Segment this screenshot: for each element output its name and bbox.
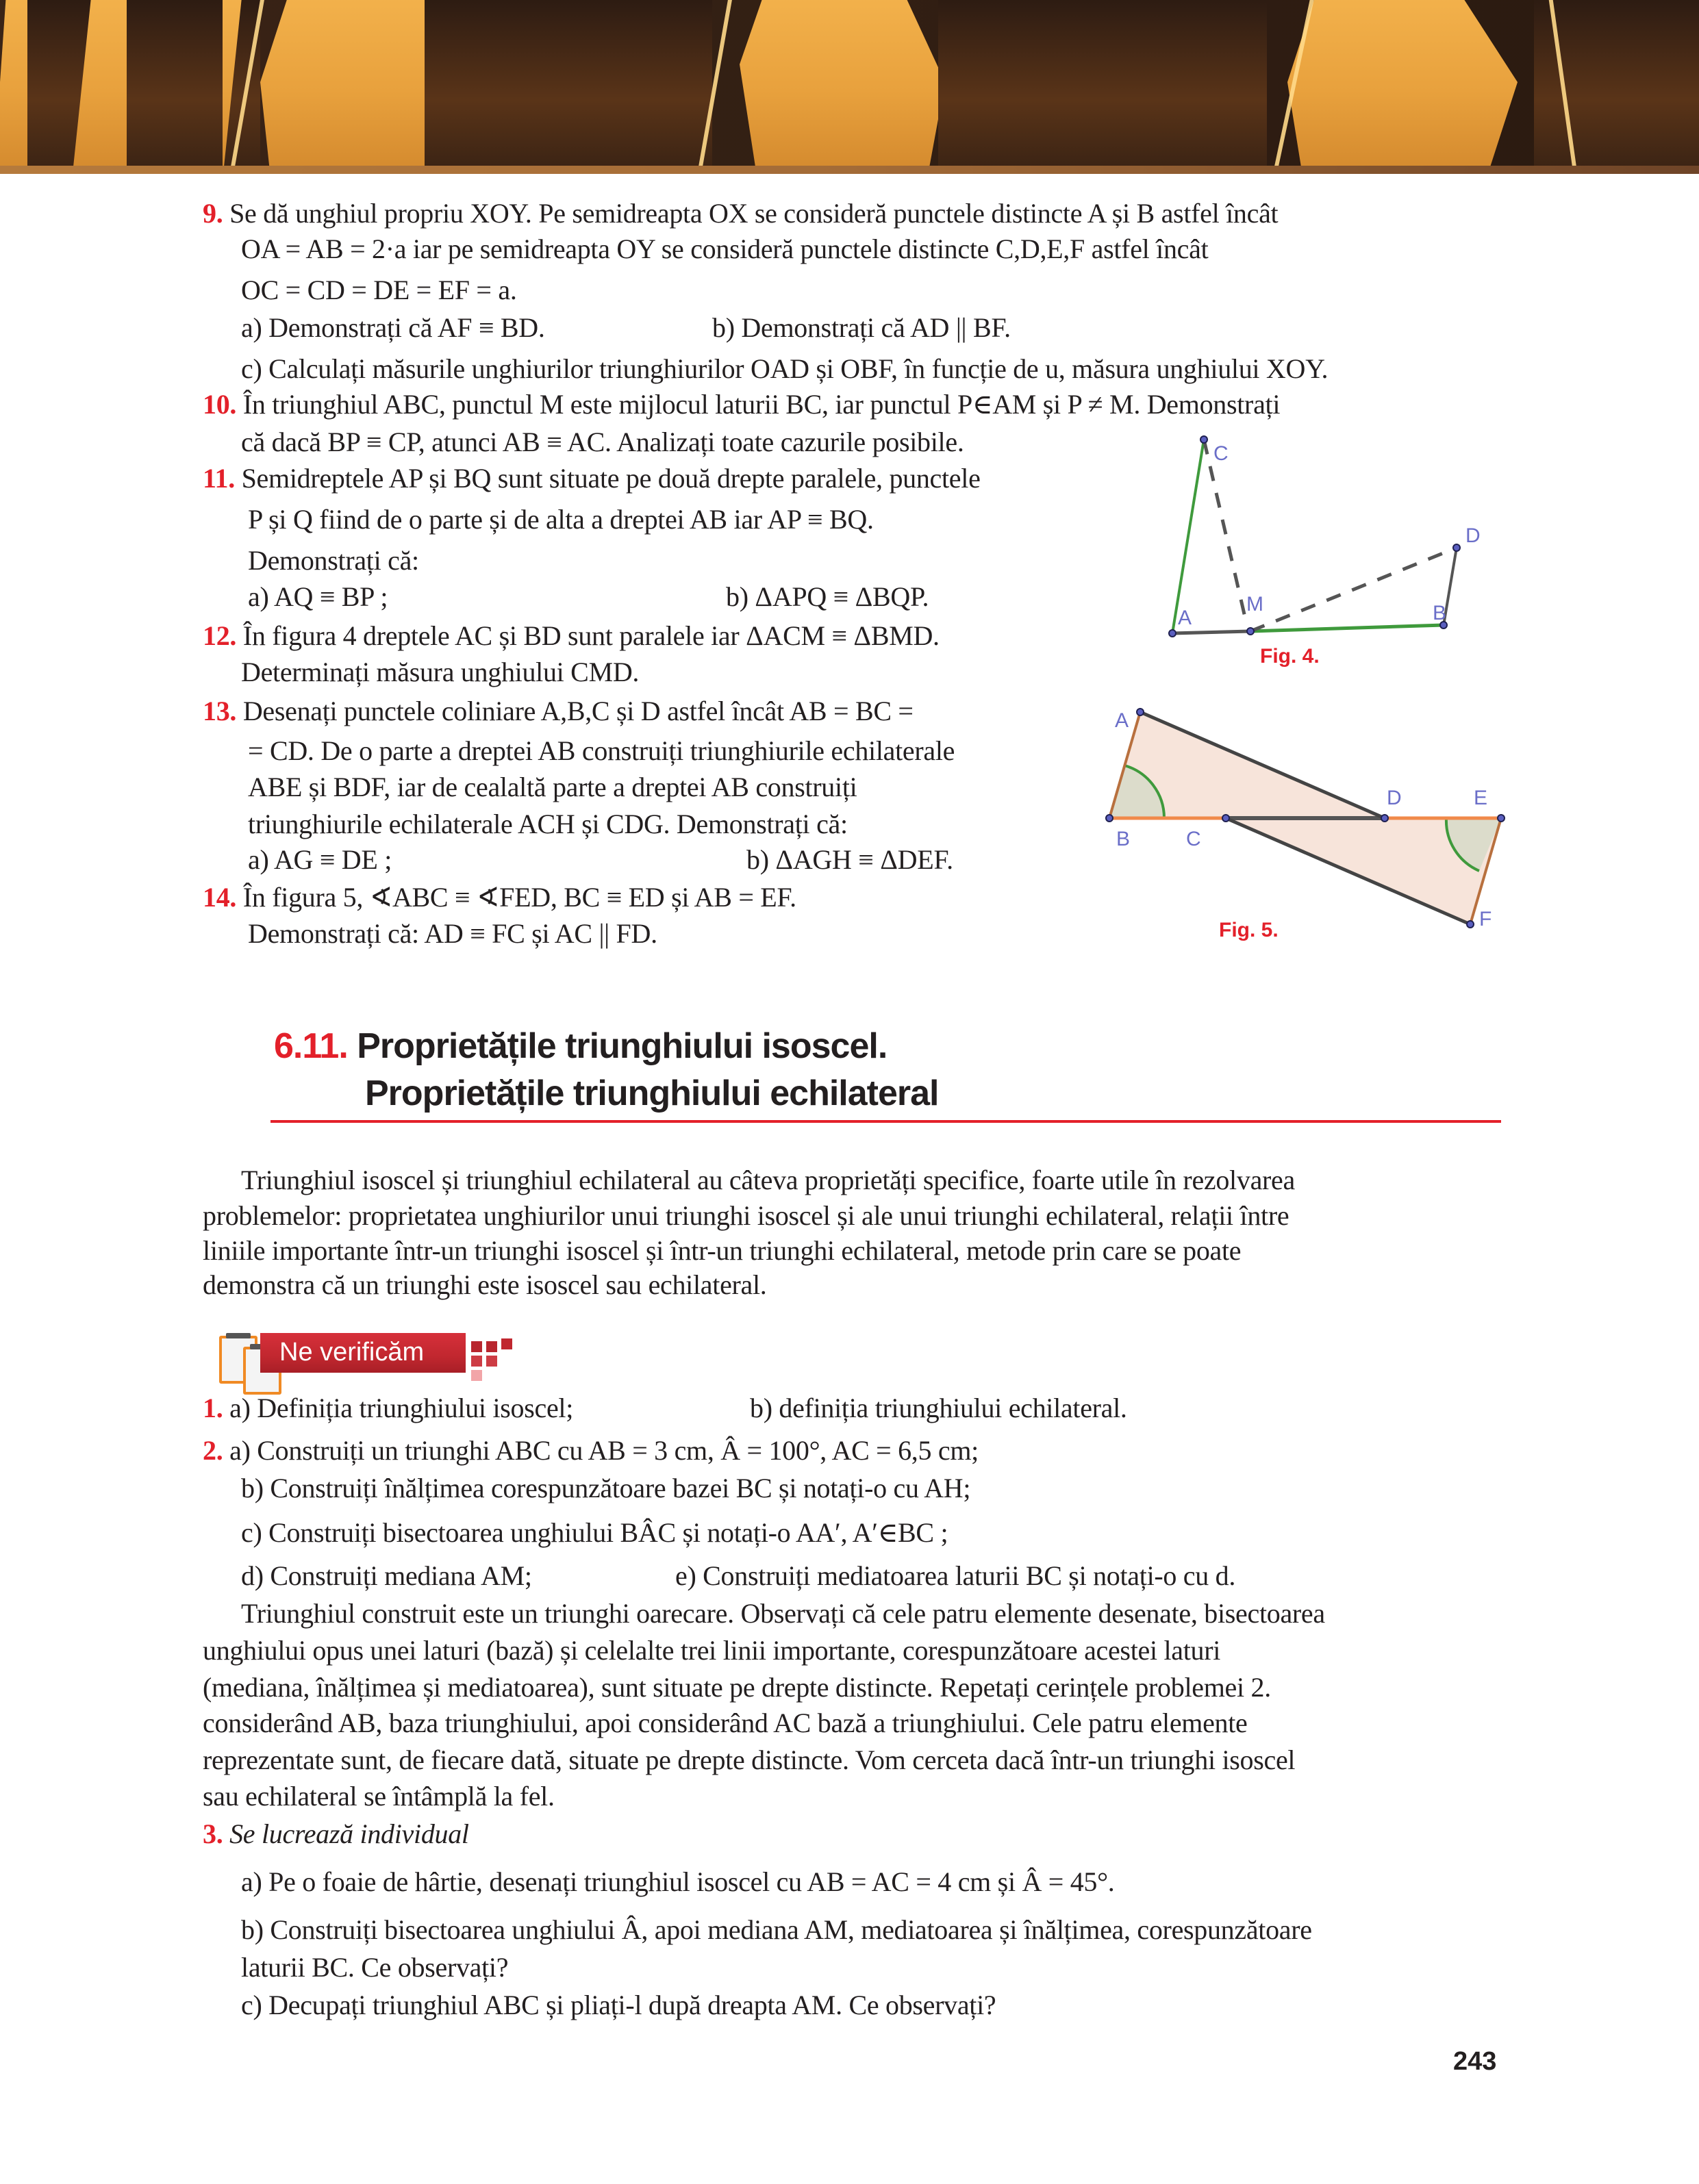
- point-label-a: A: [1178, 607, 1192, 629]
- decor-square: [501, 1338, 512, 1349]
- paragraph-line: reprezentate sunt, de fiecare dată, situate pe drepte distincte. Vom cerceta dacă într-un triunghi isoscel: [203, 1744, 1296, 1775]
- problem-text: În figura 4 dreptele AC și BD sunt paralele iar ΔACM ≡ ΔBMD.: [242, 620, 940, 651]
- problem-number: 13.: [203, 696, 237, 726]
- figure-4-caption: Fig. 4.: [1260, 645, 1320, 668]
- problem-text: Desenați punctele coliniare A,B,C și D astfel încât AB = BC =: [242, 696, 914, 726]
- problem-part-c: c) Calculați măsurile unghiurilor triunghiurilor OAD și OBF, în funcție de u, măsura unghiului XOY.: [241, 353, 1329, 384]
- problem-text: = CD. De o parte a dreptei AB construiți triunghiurile echilaterale: [248, 735, 955, 766]
- paragraph-line: considerând AB, baza triunghiului, apoi considerând AC bază a triunghiului. Cele patru elemente: [203, 1707, 1248, 1738]
- problem-number: 10.: [203, 389, 237, 420]
- problem-text: că dacă BP ≡ CP, atunci AB ≡ AC. Analizați toate cazurile posibile.: [241, 427, 964, 457]
- decor-square: [486, 1356, 497, 1367]
- header-stripe: [0, 166, 1699, 174]
- problem-text: ABE și BDF, iar de cealaltă parte a dreptei AB construiți: [248, 772, 857, 802]
- badge-label: Ne verificăm: [279, 1338, 425, 1367]
- header-banner-image: [0, 0, 1699, 166]
- paragraph-line: problemelor: proprietatea unghiurilor unui triunghi isoscel și ale unui triunghi echilateral, relații între: [203, 1200, 1289, 1231]
- problem-text: Se dă unghiul propriu XOY. Pe semidreapta OX se consideră punctele distincte A și B astfel încât: [229, 198, 1279, 229]
- problem-text: P și Q fiind de o parte și de alta a dreptei AB iar AP ≡ BQ.: [248, 504, 874, 535]
- exercise-part-b-cont: laturii BC. Ce observați?: [241, 1952, 509, 1983]
- exercise-part-c: c) Construiți bisectoarea unghiului BÂC și notați-o AA′, A′∈BC ;: [241, 1517, 948, 1548]
- paragraph-line: unghiului opus unei laturi (bază) și celelalte trei linii importante, corespunzătoare acestei laturi: [203, 1635, 1221, 1666]
- problem-text: În figura 5, ∢ABC ≡ ∢FED, BC ≡ ED și AB = EF.: [242, 882, 796, 913]
- section-divider: [270, 1120, 1501, 1123]
- page-number: 243: [1453, 2047, 1497, 2076]
- figure-4-diagram: [1130, 424, 1513, 685]
- point-label-d: D: [1387, 787, 1402, 809]
- exercise-part-b: b) definiția triunghiului echilateral.: [750, 1393, 1127, 1423]
- point-label-d: D: [1465, 524, 1481, 547]
- exercise-part-c: c) Decupați triunghiul ABC și pliați-l după dreapta AM. Ce observați?: [241, 1990, 996, 2020]
- problem-part-b: b) ΔAPQ ≡ ΔBQP.: [726, 581, 929, 612]
- exercise-part-a: a) Construiți un triunghi ABC cu AB = 3 cm, Â = 100°, AC = 6,5 cm;: [229, 1435, 979, 1466]
- point-label-e: E: [1474, 787, 1488, 809]
- exercise-heading: Se lucrează individual: [229, 1818, 469, 1849]
- problem-part-a: a) Demonstrați că AF ≡ BD.: [241, 312, 545, 343]
- problem-text: Determinați măsura unghiului CMD.: [241, 657, 640, 687]
- problem-text: OA = AB = 2·a iar pe semidreapta OY se consideră punctele distincte C,D,E,F astfel încât: [241, 233, 1209, 264]
- problem-part-b: b) Demonstrați că AD || BF.: [712, 312, 1011, 343]
- problem-text: Demonstrați că:: [248, 545, 419, 576]
- exercise-part-b: b) Construiți bisectoarea unghiului Â, apoi mediana AM, mediatoarea și înălțimea, corespunzătoare: [241, 1914, 1312, 1945]
- problem-text: Demonstrați că: AD ≡ FC și AC || FD.: [248, 918, 657, 949]
- point-label-a: A: [1115, 709, 1129, 732]
- problem-text: OC = CD = DE = EF = a.: [241, 275, 517, 305]
- decor-square: [486, 1341, 497, 1352]
- exercise-part-d: d) Construiți mediana AM;: [241, 1560, 532, 1591]
- problem-number: 9.: [203, 198, 223, 229]
- figure-5-caption: Fig. 5.: [1219, 919, 1279, 941]
- problem-part-a: a) AG ≡ DE ;: [248, 844, 392, 875]
- figure-4: [1130, 424, 1513, 685]
- decor-square: [471, 1341, 482, 1352]
- paragraph-line: (mediana, înălțimea și mediatoarea), sunt situate pe drepte distincte. Repetați cerințele problemei 2.: [203, 1672, 1271, 1703]
- paragraph-line: sau echilateral se întâmplă la fel.: [203, 1781, 555, 1812]
- exercise-part-a: a) Pe o foaie de hârtie, desenați triunghiul isoscel cu AB = AC = 4 cm și Â = 45°.: [241, 1866, 1115, 1897]
- problem-number: 12.: [203, 620, 237, 651]
- figure-5-diagram: [1096, 691, 1520, 952]
- point-label-c: C: [1213, 442, 1229, 465]
- paragraph-line: demonstra că un triunghi este isoscel sau echilateral.: [203, 1269, 767, 1300]
- decor-square: [471, 1356, 482, 1367]
- exercise-number: 1.: [203, 1393, 223, 1423]
- section-title-line1: [274, 1024, 887, 1068]
- ne-verificam-badge: [205, 1325, 527, 1380]
- point-label-b: B: [1433, 602, 1447, 624]
- section-number: 6.11.: [274, 1026, 348, 1066]
- paragraph-line: Triunghiul construit este un triunghi oarecare. Observați că cele patru elemente desenate, bisectoarea: [241, 1598, 1325, 1629]
- exercise-part-e: e) Construiți mediatoarea laturii BC și notați-o cu d.: [675, 1560, 1236, 1591]
- problem-text: triunghiurile echilaterale ACH și CDG. Demonstrați că:: [248, 809, 848, 839]
- problem-number: 11.: [203, 463, 235, 494]
- point-label-c: C: [1186, 828, 1201, 850]
- section-title-text: Proprietățile triunghiului isoscel.: [357, 1026, 888, 1066]
- point-label-f: F: [1479, 908, 1492, 930]
- point-label-m: M: [1246, 593, 1263, 615]
- point-label-b: B: [1116, 828, 1131, 850]
- problem-part-b: b) ΔAGH ≡ ΔDEF.: [746, 844, 953, 875]
- decor-square: [471, 1370, 482, 1381]
- problem-text: În triunghiul ABC, punctul M este mijlocul laturii BC, iar punctul P∈AM și P ≠ M. Demonstrați: [242, 389, 1281, 420]
- paragraph-line: liniile importante într-un triunghi isoscel și într-un triunghi echilateral, metode prin care se poate: [203, 1235, 1242, 1266]
- exercise-part-b: b) Construiți înălțimea corespunzătoare bazei BC și notați-o cu AH;: [241, 1473, 971, 1503]
- exercise-part-a: a) Definiția triunghiului isoscel;: [229, 1393, 574, 1423]
- problem-part-a: a) AQ ≡ BP ;: [248, 581, 388, 612]
- exercise-number: 2.: [203, 1435, 223, 1466]
- exercise-number: 3.: [203, 1818, 223, 1849]
- problem-number: 14.: [203, 882, 237, 913]
- section-title-line2: Proprietățile triunghiului echilateral: [365, 1074, 939, 1113]
- figure-5: [1096, 691, 1520, 952]
- paragraph-line: Triunghiul isoscel și triunghiul echilateral au câteva proprietăți specifice, foarte utile în rezolvarea: [241, 1165, 1295, 1195]
- problem-text: Semidreptele AP și BQ sunt situate pe două drepte paralele, punctele: [241, 463, 981, 494]
